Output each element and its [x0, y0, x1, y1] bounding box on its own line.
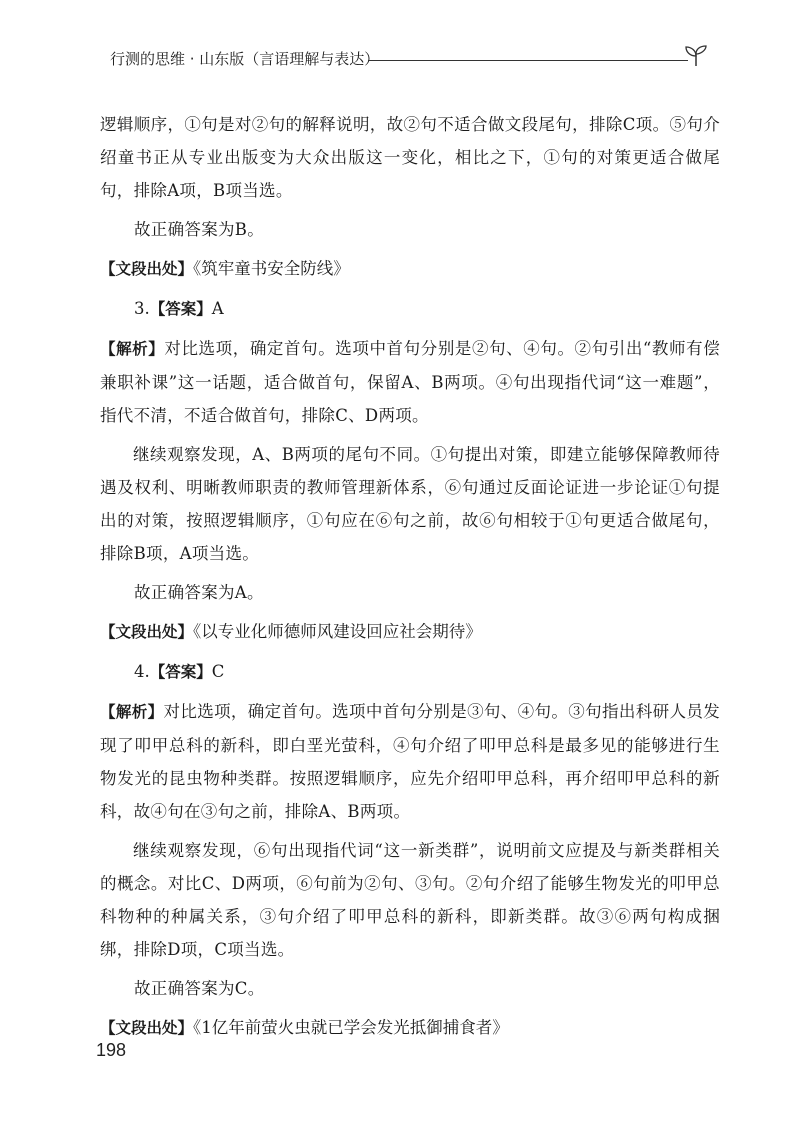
- answer-value: C: [211, 662, 225, 681]
- page-body: [100, 108, 720, 1051]
- source-line: [100, 1011, 720, 1045]
- analysis-label: 【解析】: [100, 340, 165, 358]
- source-line: [100, 252, 720, 286]
- answer-conclusion: 故正确答案为B。: [134, 220, 265, 239]
- paragraph-continued: 逻辑顺序，①句是对②句的解释说明，故②句不适合做文段尾句，排除C项。⑤句介绍童书正从专业出版变为大众出版这一变化，相比之下，①句的对策更适合做尾句，排除A项，B项当选。: [100, 115, 720, 200]
- source-line: [100, 615, 720, 649]
- analysis-paragraph: [100, 695, 720, 828]
- source-title: 《以专业化师德师风建设回应社会期待》: [193, 622, 482, 641]
- answer-label: 【答案】: [149, 300, 212, 318]
- sprout-icon: [682, 44, 710, 68]
- answer-line: [100, 655, 720, 689]
- analysis-text: 对比选项，确定首句。选项中首句分别是②句、④句。②句引出“教师有偿兼职补课”这一话题，适合做首句，保留A、B两项。④句出现指代词“这一难题”，指代不清，不适合做首句，排除C、D两项。: [100, 339, 721, 425]
- source-title: 《筑牢童书安全防线》: [193, 259, 350, 278]
- paragraph: 继续观察发现，⑥句出现指代词“这一新类群”，说明前文应提及与新类群相关的概念。对比C、D两项，⑥句前为②句、③句。②句介绍了能够生物发光的叩甲总科物种的种属关系，③句介绍了叩甲总科的新科，即新类群。故③⑥两句构成捆绑，排除D项，C项当选。: [100, 841, 720, 959]
- question-number: 3.: [134, 299, 150, 318]
- source-label: 【文段出处】: [100, 1019, 194, 1037]
- page-number: 198: [96, 1040, 127, 1060]
- source-label: 【文段出处】: [100, 260, 194, 278]
- answer-value: A: [211, 299, 224, 318]
- analysis-text: 对比选项，确定首句。选项中首句分别是③句、④句。③句指出科研人员发现了叩甲总科的新科，即白垩光萤科，④句介绍了叩甲总科是最多见的能够进行生物发光的昆虫物种类群。按照逻辑顺序，应先介绍叩甲总科，再介绍叩甲总科的新科，故④句在③句之前，排除A、B两项。: [100, 702, 720, 821]
- header-rule: [368, 60, 688, 61]
- answer-conclusion: 故正确答案为A。: [134, 583, 264, 602]
- analysis-paragraph: [100, 332, 720, 432]
- answer-conclusion: 故正确答案为C。: [134, 979, 265, 998]
- running-title: 行测的思维 · 山东版（言语理解与表达）: [110, 50, 380, 68]
- running-header: [110, 44, 710, 74]
- answer-line: [100, 292, 720, 326]
- analysis-label: 【解析】: [100, 703, 164, 721]
- source-title: 《1亿年前萤火虫就已学会发光抵御捕食者》: [193, 1018, 509, 1037]
- paragraph: 继续观察发现，A、B两项的尾句不同。①句提出对策，即建立能够保障教师待遇及权利、明晰教师职责的教师管理新体系，⑥句通过反面论证进一步论证①句提出的对策，按照逻辑顺序，①句应在⑥句之前，故⑥句相较于①句更适合做尾句，排除B项，A项当选。: [100, 445, 720, 563]
- answer-label: 【答案】: [149, 663, 212, 681]
- source-label: 【文段出处】: [100, 623, 194, 641]
- question-number: 4.: [134, 662, 150, 681]
